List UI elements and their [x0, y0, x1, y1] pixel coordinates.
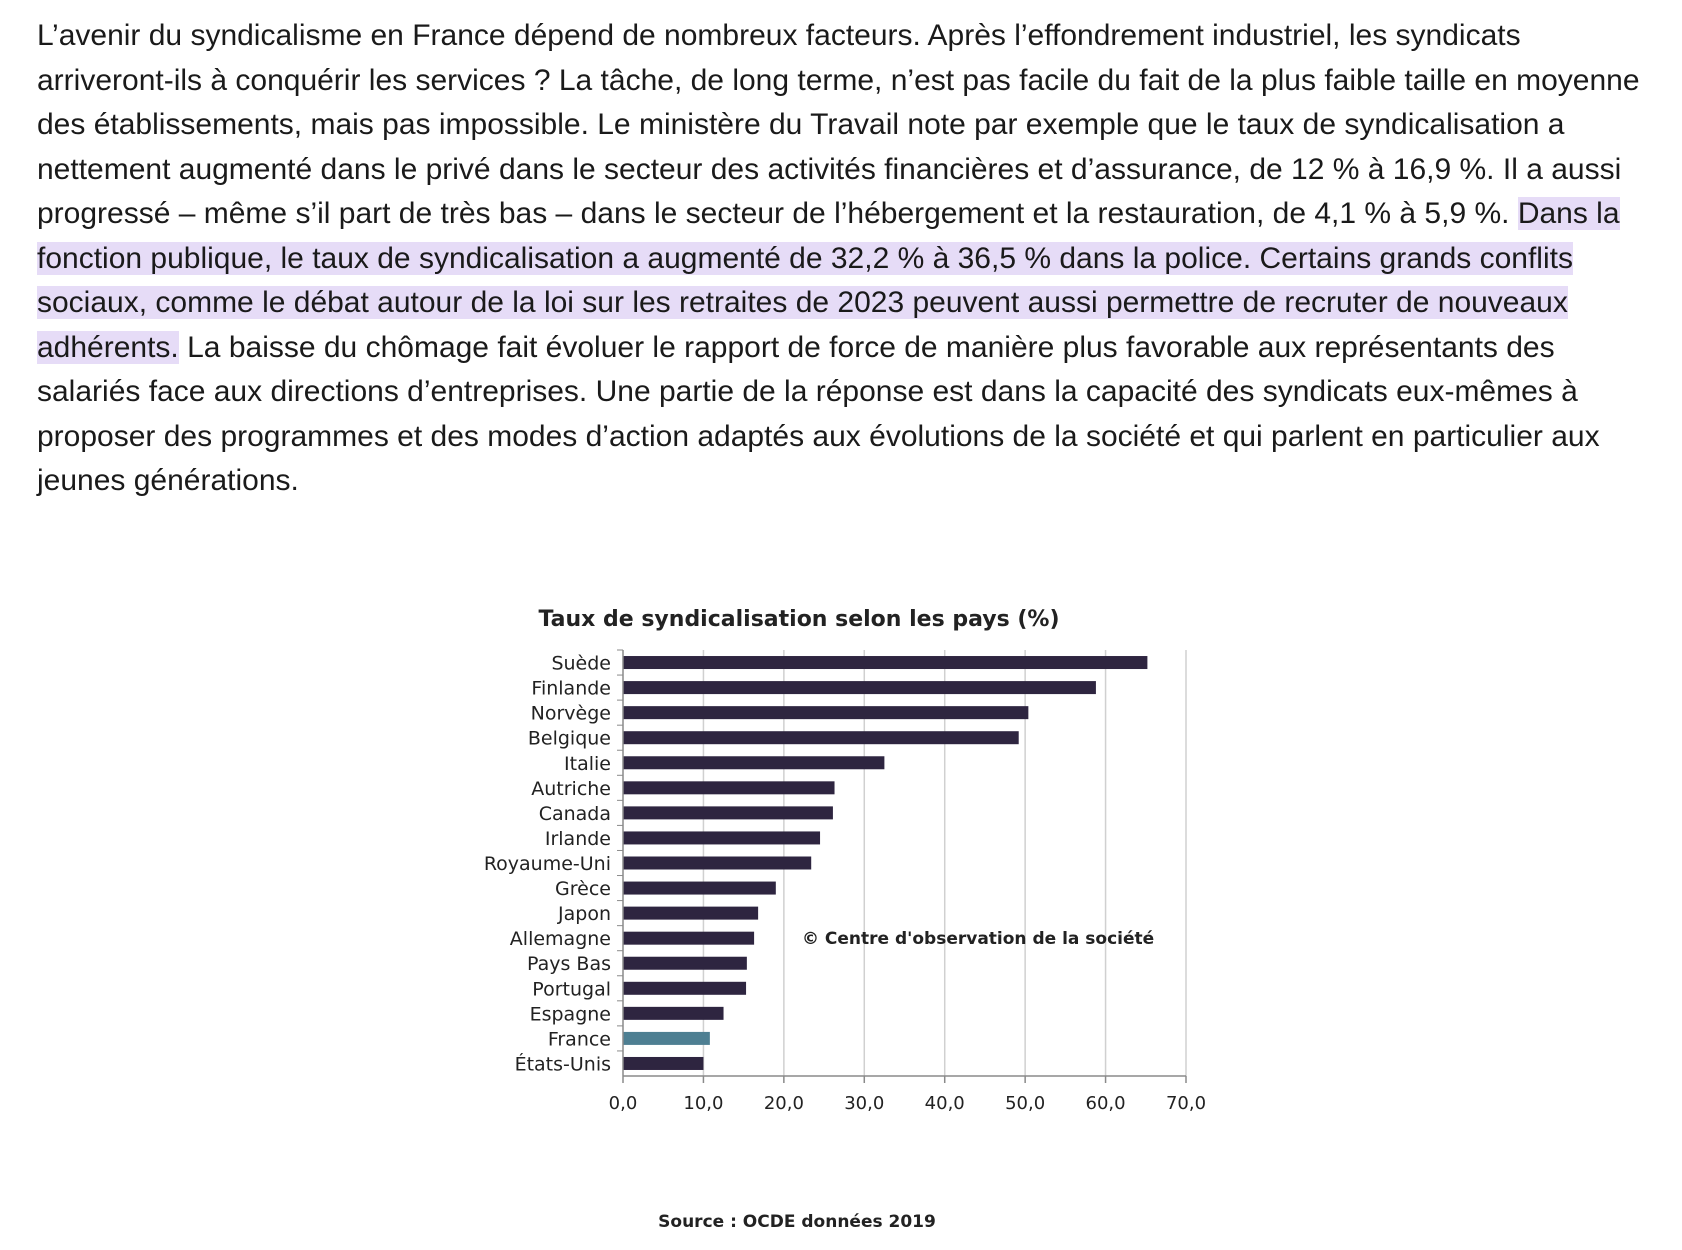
category-label: Espagne [529, 1003, 611, 1026]
highlighted-text: Dans la fonction publique, le taux de syndicalisation a augmenté de 32,2 % à 36,5 % dans la police. Certains grands conflits sociaux, comme le débat autour de la loi sur les retraites de 2023 peuvent aussi permettre de recruter de nouveaux adhérents. [37, 197, 1620, 364]
bar [623, 681, 1096, 694]
x-tick-label: 50,0 [1005, 1093, 1046, 1114]
union-rate-chart [440, 580, 1240, 1240]
bar [623, 982, 746, 995]
bar [623, 1032, 710, 1045]
chart-source: Source : OCDE données 2019 [658, 1212, 936, 1232]
chart-title: Taux de syndicalisation selon les pays (%) [538, 607, 1060, 632]
category-label: Japon [558, 903, 611, 926]
bar [623, 932, 754, 945]
category-label: Portugal [532, 978, 611, 1001]
category-label: Canada [538, 802, 611, 825]
chart-annotation: © Centre d'observation de la société [802, 929, 1155, 949]
bar [623, 706, 1028, 719]
category-label: Allemagne [509, 928, 611, 951]
x-tick-label: 70,0 [1165, 1093, 1207, 1114]
bar [623, 831, 820, 844]
article-text-part2: La baisse du chômage fait évoluer le rapport de force de manière plus favorable aux représentants des salariés face aux directions d’entreprises. Une partie de la réponse est dans la capacité des syndicats eux-mêmes à proposer des programmes et des modes d’action adaptés aux évolutions de la société et qui parlent en particulier aux jeunes générations. [37, 330, 1600, 497]
category-label: Irlande [544, 827, 611, 850]
bar [623, 1057, 703, 1070]
category-labels [484, 653, 611, 1076]
category-label: États-Unis [514, 1053, 611, 1076]
category-label: Autriche [531, 777, 611, 800]
bar [623, 882, 776, 895]
bar [623, 907, 758, 920]
category-label: Belgique [527, 727, 611, 750]
category-label: Italie [564, 752, 611, 775]
x-tick-label: 20,0 [763, 1093, 804, 1114]
article-text-part1: L’avenir du syndicalisme en France dépend de nombreux facteurs. Après l’effondrement industriel, les syndicats arriveront-ils à conquérir les services ? La tâche, de long terme, n’est pas facile du fait de la plus faible taille en moyenne des établissements, mais pas impossible. Le ministère du Travail note par exemple que le taux de syndicalisation a nettement augmenté dans le privé dans le secteur des activités financières et d’assurance, de 12 % à 16,9 %. Il a aussi progressé – même s’il part de très bas – dans le secteur de l’hébergement et la restauration, de 4,1 % à 5,9 %. [37, 19, 1640, 230]
category-label: Royaume-Uni [483, 853, 611, 875]
category-label: Norvège [530, 702, 611, 725]
x-tick-label: 60,0 [1085, 1093, 1126, 1114]
bar [623, 1007, 724, 1020]
category-label: Grèce [555, 878, 611, 901]
bar [623, 957, 747, 970]
bar [623, 656, 1147, 669]
x-tick-label: 40,0 [924, 1093, 965, 1114]
article-paragraph [37, 14, 1647, 504]
bar [623, 731, 1019, 744]
x-tick-label: 0,0 [608, 1093, 638, 1114]
bar [623, 806, 833, 819]
x-tick-label: 10,0 [683, 1093, 724, 1114]
bar [623, 857, 811, 870]
category-label: France [547, 1028, 611, 1051]
bars [623, 656, 1147, 1070]
category-label: Finlande [531, 677, 611, 700]
bar [623, 781, 835, 794]
category-label: Suède [551, 652, 611, 675]
x-tick-label: 30,0 [844, 1093, 885, 1114]
category-label: Pays Bas [526, 953, 611, 976]
bar [623, 756, 884, 769]
